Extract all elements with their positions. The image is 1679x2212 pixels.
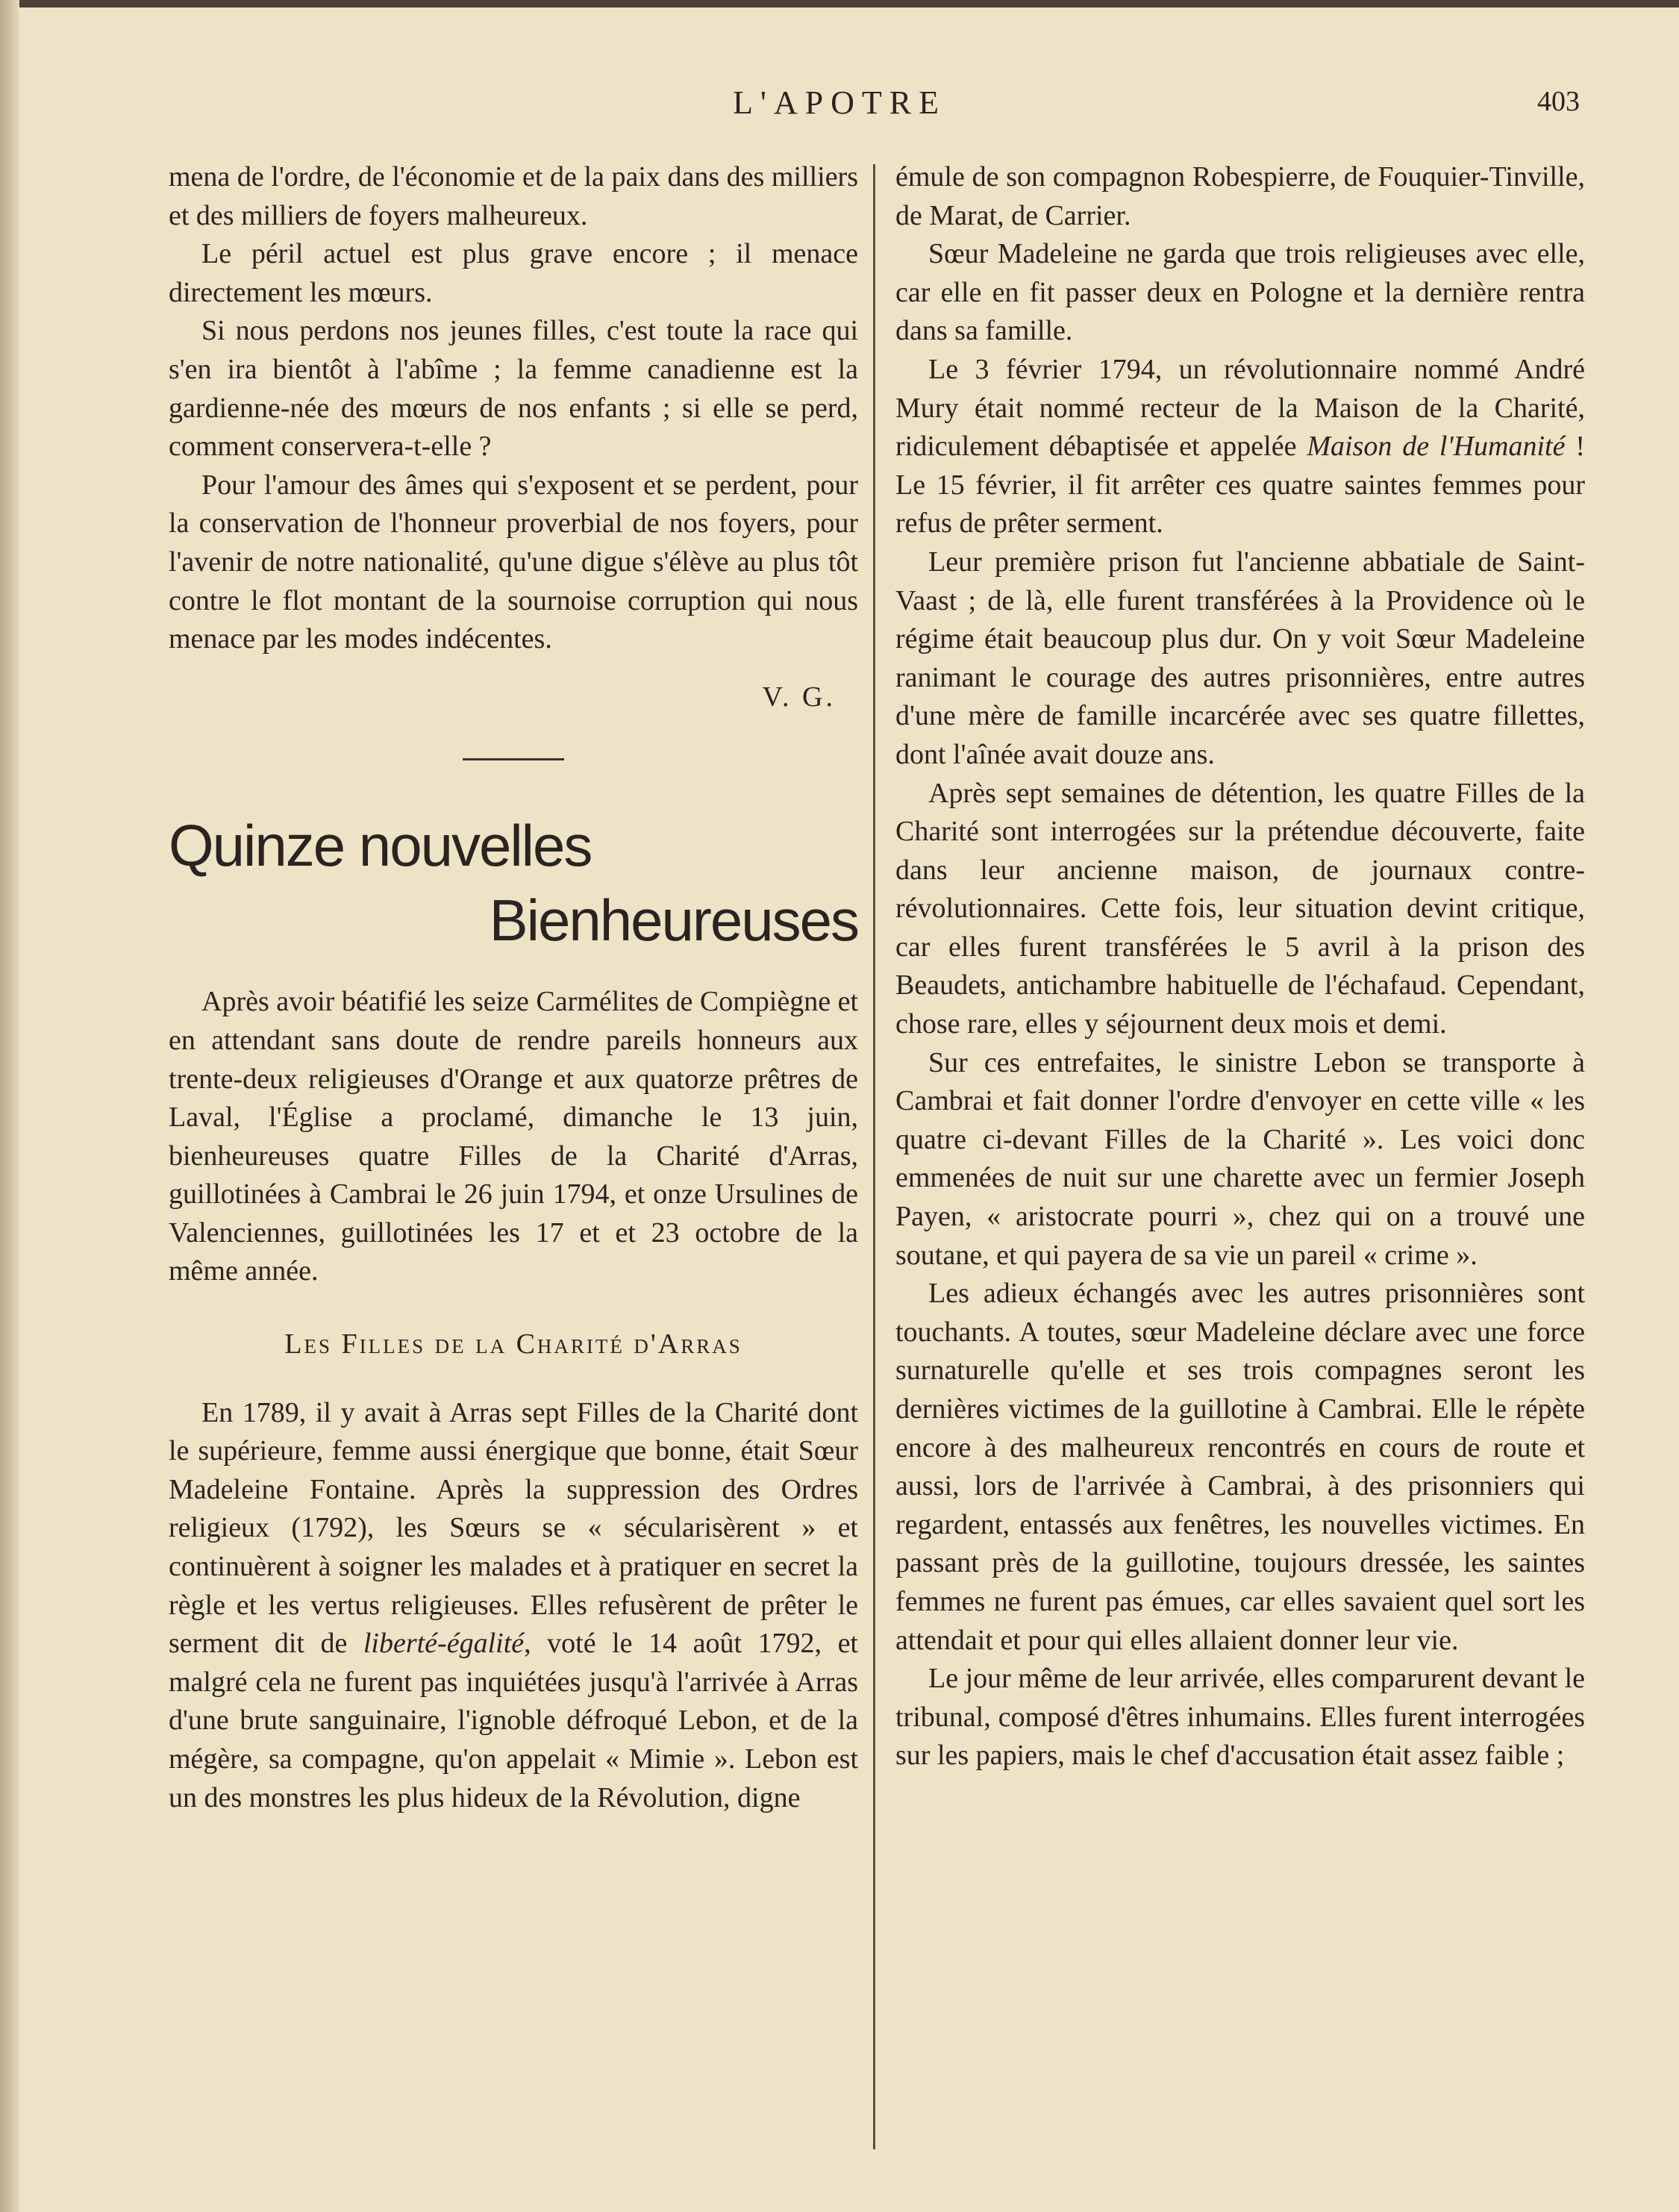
paragraph: émule de son compagnon Robespierre, de Fouquier-Tinville, de Marat, de Carrier.	[895, 161, 1585, 231]
text-run: En 1789, il y avait à Arras sept Filles de la Charité dont le supérieure, femme aussi énergique que bonne, était Sœur Madeleine Fontaine. Après la suppression des Ordres religieux (1792), les Sœurs se « sécularisèrent » et continuèrent à soigner les malades et à pratiquer en secret la règle et les vertus religieuses. Elles refusèrent de prêter le serment dit de	[169, 1396, 858, 1660]
article-title-line1: Quinze nouvelles	[169, 813, 592, 879]
paragraph: Après sept semaines de détention, les quatre Filles de la Charité sont interrogées sur la prétendue découverte, faite dans leur ancienne maison, de journaux contre-révolutionnaires. Cette fois, leur situation devint critique, car elles furent transférées le 5 avril à la prison des Beaudets, antichambre habituelle de l'échafaud. Cependant, chose rare, elles y séjournent deux mois et demi.	[895, 777, 1585, 1040]
italic-term: liberté-égalité	[363, 1628, 525, 1660]
paragraph: Sœur Madeleine ne garda que trois religieuses avec elle, car elle en fit passer deux en Pologne et la dernière rentra dans sa famille.	[895, 238, 1585, 347]
column-divider	[873, 164, 875, 2149]
text-run: ! Le 15 février, il fit arrêter ces quatre saintes femmes pour refus de prêter serment.	[895, 431, 1586, 540]
page-binding-edge	[0, 0, 19, 2212]
paragraph: Le péril actuel est plus grave encore ; il menace directement les mœurs.	[169, 238, 858, 308]
section-heading: Les Filles de la Charité d'Arras	[284, 1328, 742, 1360]
paragraph: Leur première prison fut l'ancienne abbatiale de Saint-Vaast ; de là, elle furent transférées à la Providence où le régime était beaucoup plus dur. On y voit Sœur Madeleine ranimant le courage des autres prisonnières, entre autres d'une mère de famille incarcérée avec ses quatre fillettes, dont l'aînée avait douze ans.	[895, 546, 1585, 770]
paragraph	[895, 351, 1585, 543]
page-top-border	[0, 0, 1679, 7]
running-title: L'APOTRE	[733, 84, 946, 121]
paragraph	[169, 1394, 858, 1818]
paragraph: Pour l'amour des âmes qui s'exposent et se perdent, pour la conservation de l'honneur proverbial de nos foyers, pour l'avenir de notre nationalité, qu'une digue s'élève au plus tôt contre le flot montant de la sournoise corruption qui nous menace par les modes indécentes.	[169, 469, 858, 655]
section-separator	[463, 758, 564, 760]
article-title-line2: Bienheureuses	[489, 887, 858, 954]
left-column	[169, 158, 858, 1817]
author-signature: V. G.	[762, 681, 836, 713]
right-column	[895, 158, 1585, 1775]
italic-term: Maison de l'Humanité	[1307, 431, 1566, 463]
paragraph: Si nous perdons nos jeunes filles, c'est toute la race qui s'en ira bientôt à l'abîme ; la femme canadienne est la gardienne-née des mœurs de nos enfants ; si elle se perd, comment conservera-t-elle ?	[169, 315, 858, 463]
article-intro: Après avoir béatifié les seize Carmélites de Compiègne et en attendant sans doute de rendre pareils honneurs aux trente-deux religieuses d'Orange et aux quatorze prêtres de Laval, l'Église a proclamé, dimanche le 13 juin, bienheureuses quatre Filles de la Charité d'Arras, guillotinées à Cambrai le 26 juin 1794, et onze Ursulines de Valenciennes, guillotinées les 17 et et 23 octobre de la même année.	[169, 986, 859, 1287]
paragraph: Le jour même de leur arrivée, elles comparurent devant le tribunal, composé d'êtres inhumains. Elles furent interrogées sur les papiers, mais le chef d'accusation était assez faible ;	[895, 1663, 1585, 1772]
paragraph: mena de l'ordre, de l'économie et de la paix dans des milliers et des milliers de foyers malheureux.	[169, 161, 858, 231]
paragraph: Les adieux échangés avec les autres prisonnières sont touchants. A toutes, sœur Madeleine déclare avec une force surnaturelle qu'elle et ses trois compagnes seront les dernières victimes de la guillotine à Cambrai. Elle le répète encore à des malheureux rencontrés en cours de route et aussi, lors de l'arrivée à Cambrai, à des prisonniers qui regardent, entassés aux fenêtres, les nouvelles victimes. En passant près de la guillotine, toujours dressée, les saintes femmes ne furent pas émues, car elles savaient quel sort les attendait et pour qui elles allaient donner leur vie.	[895, 1278, 1585, 1656]
text-run: Le 3 février 1794, un révolutionnaire nommé André Mury était nommé recteur de la Maison de la Charité, ridiculement débaptisée et appelée	[895, 353, 1585, 463]
text-run: , voté le 14 août 1792, et malgré cela ne furent pas inquiétées jusqu'à l'arrivée à Arras d'une brute sanguinaire, l'ignoble défroqué Lebon, et de la mégère, sa compagne, qu'on appelait « Mimie ». Lebon est un des monstres les plus hideux de la Révolution, digne	[169, 1628, 858, 1813]
paragraph: Sur ces entrefaites, le sinistre Lebon se transporte à Cambrai et fait donner l'ordre d'envoyer en cette ville « les quatre ci-devant Filles de la Charité ». Les voici donc emmenées de nuit sur une charette avec un fermier Joseph Payen, « aristocrate pourri », chez qui on a trouvé une soutane, et qui payera de sa vie un pareil « crime ».	[895, 1046, 1585, 1271]
article-title	[169, 808, 858, 957]
page-number: 403	[1537, 86, 1580, 117]
